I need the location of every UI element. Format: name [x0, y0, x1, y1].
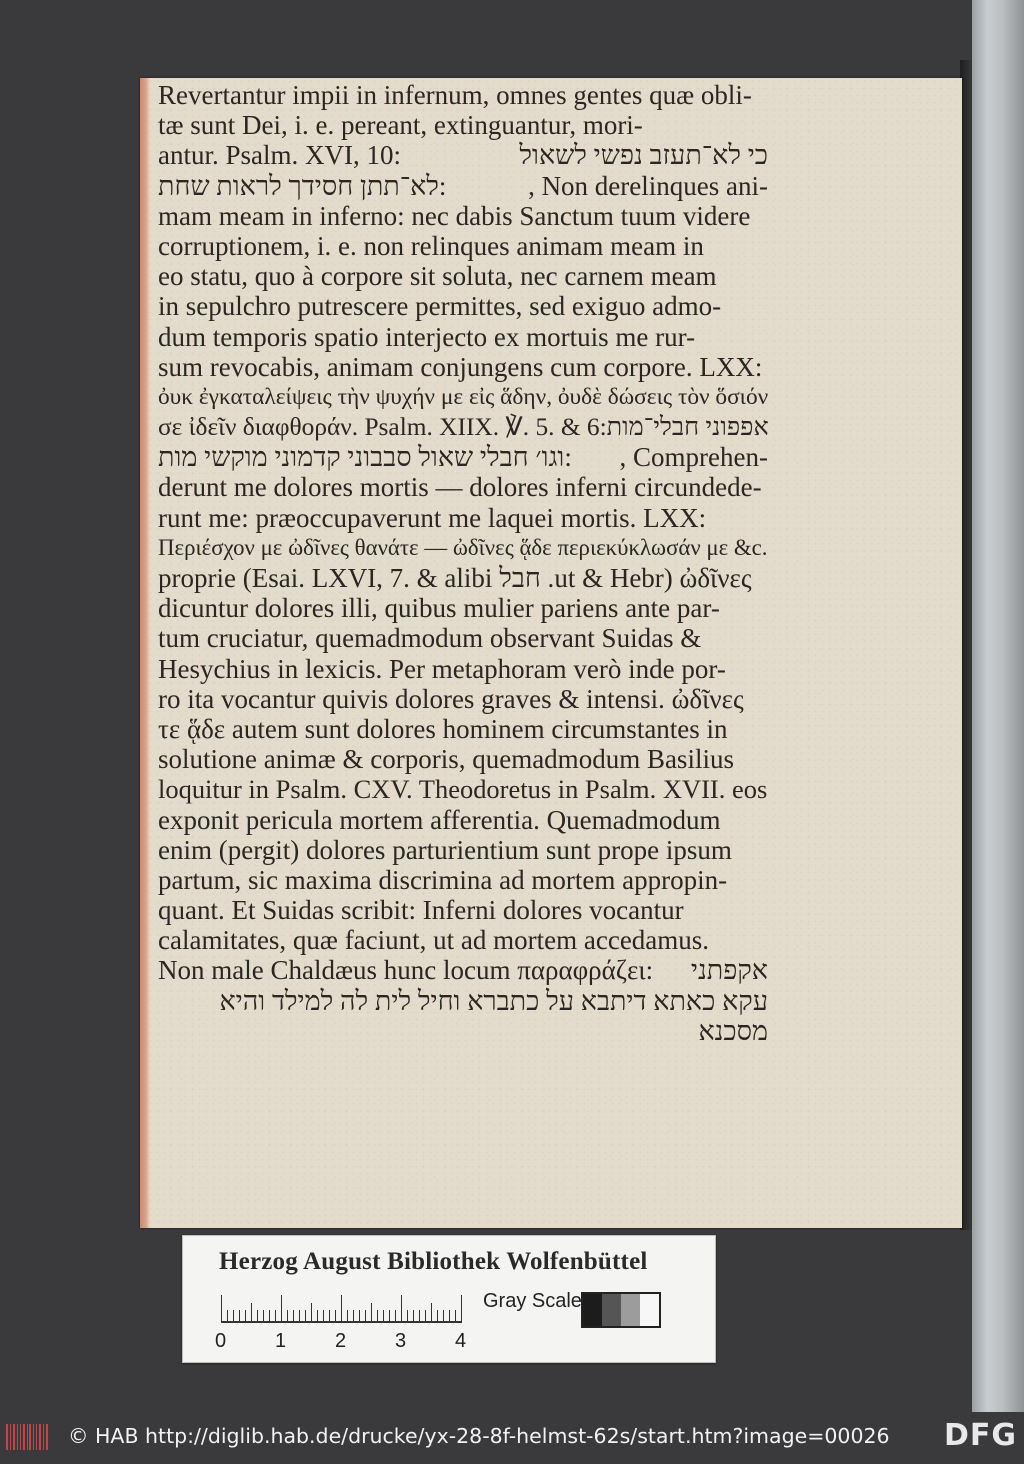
text-segment: corruptionem, i. e. non relinques animam meam in — [158, 230, 704, 261]
barcode-bar — [13, 1424, 15, 1450]
barcode-bar — [36, 1424, 37, 1450]
ruler-tick — [251, 1303, 252, 1323]
text-line — [158, 352, 768, 382]
ruler-tick — [281, 1295, 282, 1323]
text-line — [158, 654, 768, 684]
text-line — [158, 503, 768, 533]
book-page-edge — [972, 0, 1024, 1412]
text-line — [158, 261, 768, 291]
text-segment: אפפוני חבלי־מות — [606, 413, 769, 442]
gray-patch — [640, 1294, 659, 1326]
ruler-tick — [341, 1295, 342, 1323]
text-segment: כי לא־תעזב נפשי לשאול — [519, 140, 768, 171]
text-line — [158, 714, 768, 744]
text-line — [158, 805, 768, 835]
text-line — [158, 744, 768, 774]
barcode-bar — [10, 1424, 11, 1450]
text-line — [158, 472, 768, 502]
text-segment: tum cruciatur, quemadmodum observant Suidas & — [158, 623, 702, 654]
dfg-logo: DFG — [944, 1418, 1018, 1453]
ruler-tick — [227, 1310, 228, 1323]
barcode-bar — [29, 1424, 31, 1450]
ruler-tick — [413, 1310, 414, 1323]
source-url-text[interactable]: © HAB http://diglib.hab.de/drucke/yx-28-8f-helmst-62s/start.htm?image=00026 — [68, 1424, 890, 1448]
ruler-tick — [437, 1310, 438, 1323]
text-segment: Hesychius in lexicis. Per metaphoram verò inde por- — [158, 653, 726, 684]
ruler-tick — [299, 1310, 300, 1323]
text-line — [158, 110, 768, 140]
ruler-number: 2 — [335, 1330, 347, 1352]
text-segment: dum temporis spatio interjecto ex mortuis me rur- — [158, 321, 696, 352]
ruler-tick — [371, 1303, 372, 1323]
gray-patch — [583, 1294, 602, 1326]
ruler-number: 1 — [275, 1330, 287, 1352]
ruler-tick — [245, 1310, 246, 1323]
page-edge-stain — [140, 78, 150, 1228]
text-segment: derunt me dolores mortis — dolores inferni circundede- — [158, 472, 762, 503]
ruler-tick — [275, 1310, 276, 1323]
ruler-tick — [269, 1310, 270, 1323]
text-line — [158, 684, 768, 714]
ruler-tick — [443, 1310, 444, 1323]
ruler — [221, 1292, 461, 1324]
barcode-icon — [6, 1424, 48, 1450]
ruler-tick — [377, 1310, 378, 1323]
text-segment: :לא־תתן חסידך לראות שחת — [158, 170, 447, 201]
text-segment: calamitates, quæ faciunt, ut ad mortem accedamus. — [158, 925, 710, 956]
text-segment: Revertantur impii in infernum, omnes gentes quæ obli- — [158, 80, 752, 110]
ruler-tick — [365, 1310, 366, 1323]
ruler-tick — [293, 1310, 294, 1323]
barcode-bar — [33, 1424, 34, 1450]
text-line — [158, 774, 768, 804]
barcode-bar — [23, 1424, 25, 1450]
text-segment: , Non derelinques ani- — [528, 170, 768, 201]
ruler-tick — [455, 1310, 456, 1323]
text-line — [158, 986, 768, 1016]
text-segment: τε ᾅδε autem sunt dolores hominem circumstantes in — [158, 713, 728, 744]
ruler-tick — [335, 1310, 336, 1323]
ruler-tick — [407, 1310, 408, 1323]
color-scale-card — [182, 1235, 716, 1363]
text-line — [158, 593, 768, 623]
text-line — [158, 925, 768, 955]
ruler-tick — [323, 1310, 324, 1323]
gray-scale-label: Gray Scale — [483, 1290, 582, 1312]
text-segment: מסכנא — [698, 1015, 768, 1046]
text-segment: ὠδῖνες (ut & Hebr. חבל Esai. LXVI, 7. & alibi) proprie — [158, 563, 752, 593]
gray-scale-patches — [581, 1292, 661, 1328]
text-segment: eo statu, quo à corpore sit soluta, nec carnem meam — [158, 261, 717, 292]
ruler-tick — [461, 1295, 462, 1323]
ruler-tick — [311, 1303, 312, 1323]
text-line — [158, 442, 768, 472]
text-line — [158, 835, 768, 865]
ruler-tick — [389, 1310, 390, 1323]
barcode-bar — [39, 1424, 41, 1450]
text-segment: quant. Et Suidas scribit: Inferni dolores vocantur — [158, 895, 684, 926]
text-line — [158, 895, 768, 925]
ruler-tick — [305, 1310, 306, 1323]
text-line — [158, 171, 768, 201]
ruler-tick — [431, 1303, 432, 1323]
text-segment: loquitur in Psalm. CXV. Theodoretus in Psalm. XVII. eos — [158, 774, 768, 805]
barcode-bar — [43, 1424, 44, 1450]
text-line — [158, 563, 768, 593]
text-segment: solutione animæ & corporis, quemadmodum Basilius — [158, 744, 734, 775]
text-segment: ὀυκ ἐγκαταλείψεις τὴν ψυχήν με εἰς ἅδην, ὀυδὲ δώσεις τὸν ὅσιόν — [158, 383, 769, 410]
ruler-tick — [287, 1310, 288, 1323]
barcode-bar — [20, 1424, 21, 1450]
footer-bar — [0, 1412, 1024, 1464]
text-segment: ro ita vocantur quivis dolores graves & intensi. ὠδῖνες — [158, 683, 744, 714]
barcode-bar — [6, 1424, 8, 1450]
ruler-tick — [329, 1310, 330, 1323]
text-segment: :וגו׳ חבלי שאול סבבוני קדמוני מוקשי מות — [158, 442, 572, 473]
ruler-tick — [263, 1310, 264, 1323]
ruler-tick — [383, 1310, 384, 1323]
text-segment: partum, sic maxima discrimina ad mortem appropin- — [158, 864, 728, 895]
text-line — [158, 533, 768, 563]
text-segment: in sepulchro putrescere permittes, sed exiguo admo- — [158, 291, 722, 322]
barcode-bar — [17, 1424, 18, 1450]
text-line — [158, 80, 768, 110]
ruler-number: 4 — [455, 1330, 467, 1352]
text-line — [158, 201, 768, 231]
ruler-tick — [401, 1295, 402, 1323]
gray-patch — [621, 1294, 640, 1326]
text-segment: sum revocabis, animam conjungens cum corpore. LXX: — [158, 351, 763, 382]
barcode-bar — [46, 1424, 48, 1450]
text-segment: עקא כאתא דיתבא על כתברא וחיל לית לה למילד והיא — [219, 985, 768, 1016]
text-line — [158, 865, 768, 895]
text-segment: σε ἰδεῖν διαφθοράν. Psalm. XIIX. ℣. 5. & 6: — [158, 413, 607, 442]
text-segment: tæ sunt Dei, i. e. pereant, extinguantur, mori- — [158, 110, 643, 141]
ruler-tick — [353, 1310, 354, 1323]
text-segment: antur. Psalm. XVI, 10: — [158, 140, 401, 171]
text-line — [158, 955, 768, 985]
text-line — [158, 291, 768, 321]
text-segment: אקפתני — [690, 955, 768, 986]
text-segment: , Comprehen- — [619, 442, 768, 473]
text-line — [158, 322, 768, 352]
ruler-tick — [449, 1310, 450, 1323]
ruler-tick — [395, 1310, 396, 1323]
ruler-tick — [257, 1310, 258, 1323]
ruler-tick — [233, 1310, 234, 1323]
gray-patch — [602, 1294, 621, 1326]
ruler-tick — [347, 1310, 348, 1323]
text-segment: runt me: præoccupaverunt me laquei mortis. LXX: — [158, 502, 707, 533]
ruler-tick — [419, 1310, 420, 1323]
ruler-tick — [359, 1310, 360, 1323]
ruler-tick — [221, 1295, 222, 1323]
ruler-tick — [317, 1310, 318, 1323]
text-line — [158, 412, 768, 442]
ruler-tick — [425, 1310, 426, 1323]
page-text-block — [158, 80, 768, 1046]
text-segment: dicuntur dolores illi, quibus mulier pariens ante par- — [158, 593, 720, 624]
text-segment: Non male Chaldæus hunc locum παραφράζει: — [158, 955, 654, 986]
text-segment: Περιέσχον με ὠδῖνες θανάτε — ὠδῖνες ᾅδε περιεκύκλωσάν με &c. — [158, 534, 768, 560]
library-name: Herzog August Bibliothek Wolfenbüttel — [219, 1248, 648, 1275]
barcode-bar — [27, 1424, 28, 1450]
ruler-tick — [239, 1310, 240, 1323]
text-line — [158, 231, 768, 261]
text-segment: mam meam in inferno: nec dabis Sanctum tuum videre — [158, 200, 751, 231]
ruler-number: 3 — [395, 1330, 407, 1352]
text-segment: enim (pergit) dolores parturientium sunt prope ipsum — [158, 834, 732, 865]
text-line — [158, 140, 768, 170]
text-line — [158, 623, 768, 653]
text-line — [158, 1016, 768, 1046]
text-line — [158, 382, 768, 412]
text-segment: exponit pericula mortem afferentia. Quemadmodum — [158, 804, 721, 835]
ruler-number: 0 — [215, 1330, 227, 1352]
